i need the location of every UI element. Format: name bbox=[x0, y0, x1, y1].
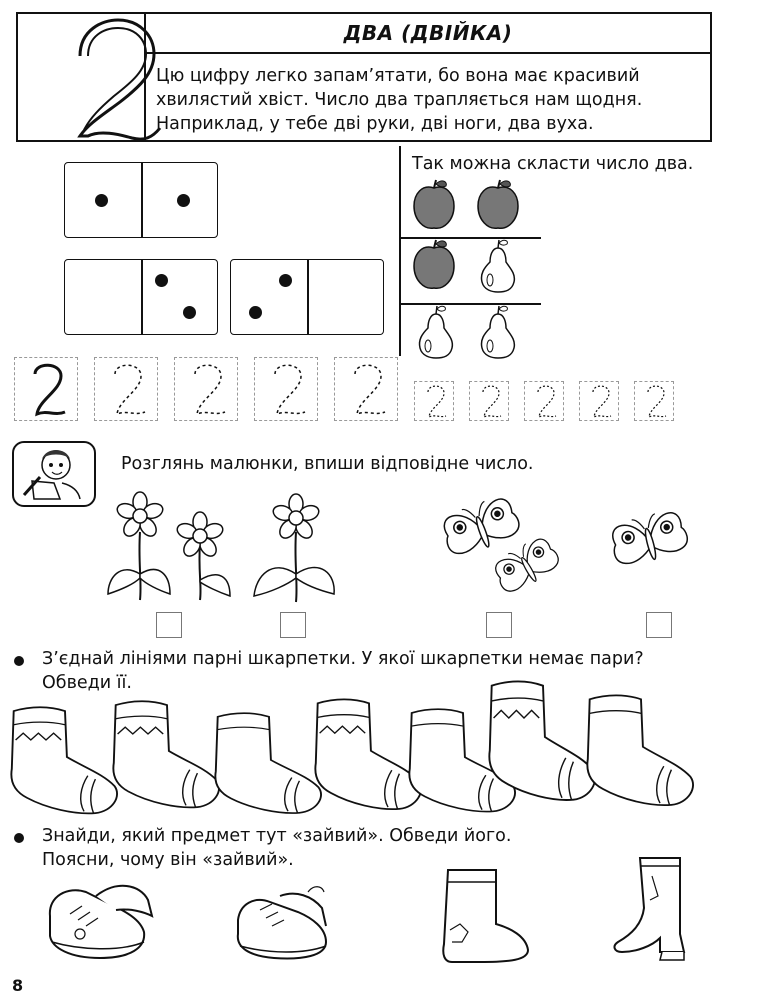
header-description bbox=[156, 64, 704, 136]
big-digit-two bbox=[58, 16, 168, 144]
odd-items-row bbox=[40, 856, 700, 968]
tracing-cell-small[interactable] bbox=[414, 381, 454, 421]
apple-icon bbox=[414, 180, 454, 228]
page-title: ДВА (ДВІЙКА) bbox=[343, 21, 513, 45]
compose-title: Так можна скласти число два. bbox=[412, 154, 694, 174]
sock-6 bbox=[489, 681, 595, 800]
sock-2 bbox=[113, 701, 219, 807]
domino-dot bbox=[95, 194, 108, 207]
header-box bbox=[16, 12, 712, 142]
domino-top bbox=[64, 162, 218, 238]
compose-divider bbox=[399, 146, 401, 356]
apple-icon bbox=[478, 180, 518, 228]
bullet bbox=[14, 656, 24, 666]
tracing-cell-large[interactable] bbox=[14, 357, 78, 421]
tracing-cell-large[interactable] bbox=[174, 357, 238, 421]
header-titlebar bbox=[146, 14, 710, 54]
pear-icon bbox=[481, 240, 514, 292]
domino-dot bbox=[155, 274, 168, 287]
task-odd-line-2: Поясни, чому він «зайвий». bbox=[42, 850, 294, 870]
answer-box[interactable] bbox=[280, 612, 306, 638]
tracing-cell-large[interactable] bbox=[334, 357, 398, 421]
task-socks-line-2: Обведи її. bbox=[42, 673, 132, 693]
tall-boot-icon bbox=[615, 858, 684, 960]
butterfly-icon bbox=[438, 493, 523, 560]
sock-1 bbox=[11, 707, 117, 813]
child-writing-icon-frame bbox=[12, 441, 96, 507]
header-line-3: Наприклад, у тебе дві руки, дві ноги, два вуха. bbox=[156, 114, 594, 134]
tracing-cell-large[interactable] bbox=[254, 357, 318, 421]
task-odd-line-1: Знайди, який предмет тут «зайвий». Обведи його. bbox=[42, 826, 512, 846]
tracing-cell-small[interactable] bbox=[579, 381, 619, 421]
one-butterfly bbox=[607, 507, 690, 569]
domino-dot bbox=[177, 194, 190, 207]
pictures-area bbox=[100, 482, 720, 612]
child-writing-icon bbox=[14, 443, 94, 505]
tracing-cell-large[interactable] bbox=[94, 357, 158, 421]
compose-fruits bbox=[406, 176, 546, 366]
big-digit-label: 2 bbox=[62, 129, 70, 143]
tracing-cell-small[interactable] bbox=[634, 381, 674, 421]
sneakers-icon bbox=[50, 886, 152, 958]
sock-3 bbox=[215, 713, 321, 813]
answer-box[interactable] bbox=[486, 612, 512, 638]
domino-bottom-right bbox=[230, 259, 384, 335]
sock-7 bbox=[587, 695, 693, 805]
pear-icon bbox=[481, 306, 514, 358]
domino-dot bbox=[183, 306, 196, 319]
answer-box[interactable] bbox=[156, 612, 182, 638]
apple-icon bbox=[414, 240, 454, 288]
task-socks-line-1: З’єднай лініями парні шкарпетки. У якої шкарпетки немає пари? bbox=[42, 649, 644, 669]
tracing-cell-small[interactable] bbox=[469, 381, 509, 421]
butterfly-icon bbox=[490, 533, 564, 597]
page-number: 8 bbox=[12, 976, 24, 995]
domino-dot bbox=[249, 306, 262, 319]
one-flower bbox=[254, 494, 334, 602]
bullet bbox=[14, 833, 24, 843]
answer-box[interactable] bbox=[646, 612, 672, 638]
header-line-2: хвилястий хвіст. Число два трапляється нам щодня. bbox=[156, 90, 643, 110]
domino-dot bbox=[279, 274, 292, 287]
task-pictures-instruction: Розглянь малюнки, впиши відповідне число. bbox=[121, 454, 534, 474]
boots-icon bbox=[238, 887, 326, 959]
pear-icon bbox=[419, 306, 452, 358]
sock-4 bbox=[315, 699, 421, 809]
tracing-cell-small[interactable] bbox=[524, 381, 564, 421]
header-line-1: Цю цифру легко запам’ятати, бо вона має красивий bbox=[156, 66, 640, 86]
felt-boot-icon bbox=[443, 870, 528, 962]
socks-row bbox=[6, 678, 706, 818]
two-flowers bbox=[108, 492, 230, 600]
butterfly-icon bbox=[607, 507, 690, 569]
domino-bottom-left bbox=[64, 259, 218, 335]
two-butterflies bbox=[438, 493, 563, 597]
